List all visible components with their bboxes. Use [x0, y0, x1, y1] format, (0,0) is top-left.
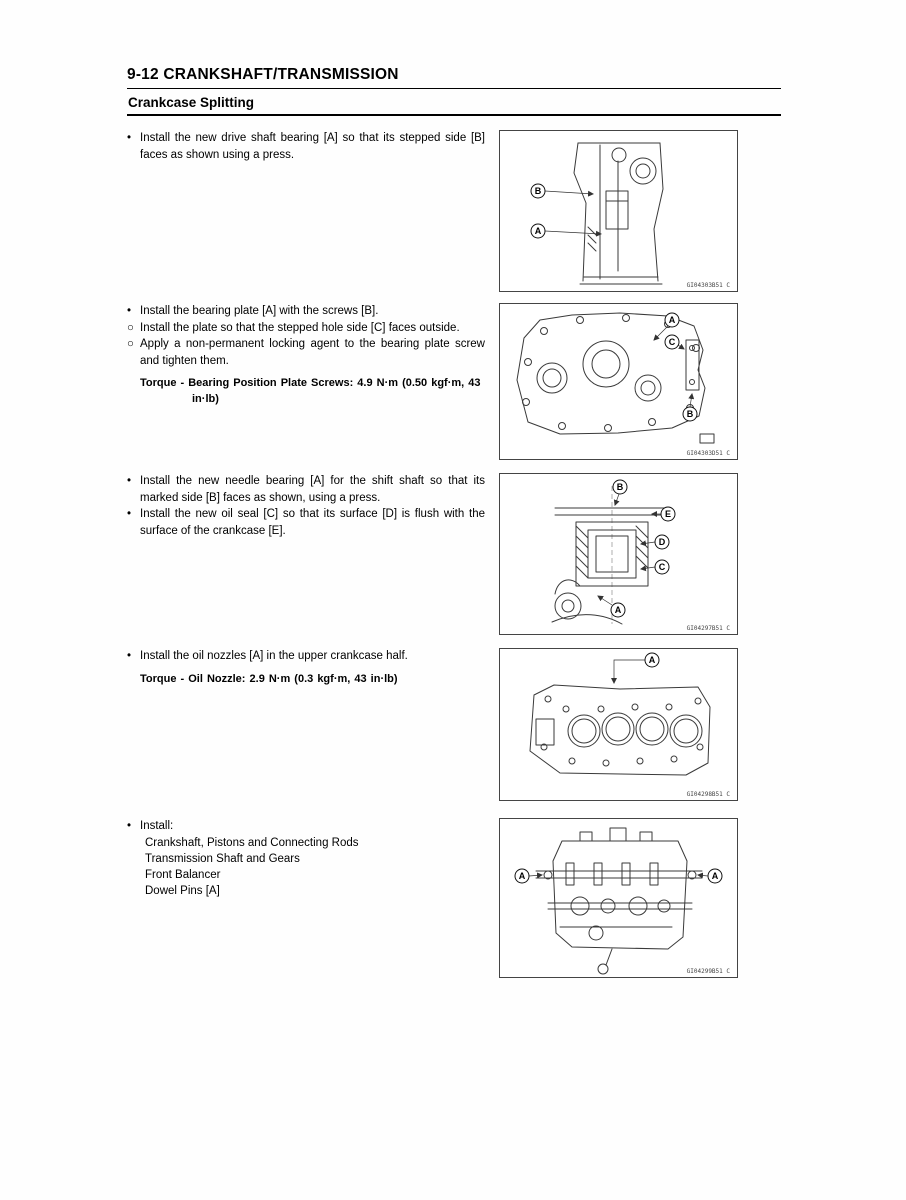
callout-letter: A: [518, 871, 526, 881]
bullet-marker: •: [127, 132, 132, 144]
bullet-marker: •: [127, 650, 132, 662]
install-item: Crankshaft, Pistons and Connecting Rods: [145, 836, 359, 849]
figure-1-labels: [531, 184, 545, 238]
instruction-text: Install the bearing plate [A] with the screws [B].: [140, 305, 379, 317]
instruction-text: Install the new oil seal [C] so that its surface [D] is flush with the surface of the crankcase [E].: [140, 508, 485, 537]
figure-code: GI04303B51 C: [686, 282, 730, 289]
section-divider: [127, 114, 781, 116]
bullet-marker: ○: [127, 321, 134, 334]
figure-code: GI04297B51 C: [686, 625, 730, 632]
needle-bearing-oil-seal-drawing: [552, 508, 670, 624]
step-2-text: [127, 303, 485, 407]
figure-4-sketch: [500, 649, 737, 800]
install-items-list: [145, 835, 485, 899]
figure-4-frame: [499, 648, 738, 801]
upper-crankcase-drawing: [530, 685, 710, 775]
figure-5-sketch: [500, 819, 737, 977]
callout-letter: C: [658, 562, 666, 572]
bearing-plate-drawing: [517, 313, 714, 443]
manual-page: [127, 66, 781, 978]
page-title: 9-12 CRANKSHAFT/TRANSMISSION: [127, 66, 399, 83]
instruction-bullet: [127, 320, 485, 337]
figure-4-labels: [645, 653, 659, 667]
instruction-text: Install the oil nozzles [A] in the upper crankcase half.: [140, 650, 408, 662]
bullet-marker: •: [127, 475, 132, 487]
figure-5-frame: [499, 818, 738, 978]
figure-3-sketch: [500, 474, 737, 634]
figure-code: GI04298B51 C: [686, 791, 730, 798]
callout-letter: A: [648, 655, 656, 665]
figure-5: [499, 818, 738, 978]
step-4-text: [127, 648, 485, 687]
step-3-text: [127, 473, 485, 539]
install-item: Dowel Pins [A]: [145, 884, 220, 897]
figure-4-leader-lines: [614, 660, 645, 683]
torque-spec: Torque - Bearing Position Plate Screws: 4.9 N·m (0.50 kgf·m, 43 in·lb): [140, 377, 481, 405]
step-row-5: [127, 818, 781, 978]
step-row-4: [127, 648, 781, 801]
callout-letter: D: [658, 537, 666, 547]
torque-spec: Torque - Oil Nozzle: 2.9 N·m (0.3 kgf·m, 43 in·lb): [140, 672, 398, 685]
instruction-bullet: [127, 818, 485, 835]
bullet-marker: •: [127, 820, 132, 832]
bullet-marker: •: [127, 305, 132, 317]
instruction-bullet: [127, 303, 485, 320]
figure-3-frame: [499, 473, 738, 635]
figure-3-leader-lines: [598, 494, 661, 605]
callout-letter: E: [664, 509, 672, 519]
callout-letter: B: [616, 482, 624, 492]
instruction-text: Install the new drive shaft bearing [A] so that its stepped side [B] faces as shown using a press.: [140, 132, 485, 161]
figure-1-leader-lines: [545, 191, 601, 234]
figure-1: [499, 130, 738, 292]
callout-letter: A: [711, 871, 719, 881]
figure-3-labels: [611, 480, 675, 617]
callout-letter: A: [614, 605, 622, 615]
install-item: Transmission Shaft and Gears: [145, 852, 300, 865]
bullet-marker: ○: [127, 338, 134, 350]
instruction-bullet: [127, 130, 485, 163]
figure-4: [499, 648, 738, 801]
instruction-bullet: [127, 336, 485, 369]
step-row-2: [127, 303, 781, 460]
step-1-text: [127, 130, 485, 163]
callout-letter: B: [686, 409, 694, 419]
instruction-bullet: [127, 506, 485, 539]
instruction-text: Install the new needle bearing [A] for the shift shaft so that its marked side [B] faces as shown, using a press.: [140, 475, 485, 504]
section-title: Crankcase Splitting: [128, 95, 255, 110]
instruction-bullet: [127, 648, 485, 665]
callout-letter: C: [668, 337, 676, 347]
instruction-text: Install:: [140, 820, 174, 832]
callout-letter: A: [534, 226, 542, 236]
figure-2-sketch: [500, 304, 737, 459]
header-divider: [127, 88, 781, 89]
figure-3: [499, 473, 738, 635]
figure-code: GI04299B51 C: [686, 968, 730, 975]
bullet-marker: •: [127, 508, 132, 520]
figure-2: [499, 303, 738, 460]
instruction-text: Install the plate so that the stepped hole side [C] faces outside.: [140, 321, 460, 334]
instruction-bullet: [127, 473, 485, 506]
figure-1-sketch: [500, 131, 737, 291]
instruction-text: Apply a non-permanent locking agent to the bearing plate screw and tighten them.: [140, 338, 485, 367]
figure-1-frame: [499, 130, 738, 292]
step-5-text: [127, 818, 485, 899]
callout-letter: B: [534, 186, 542, 196]
drive-shaft-bearing-drawing: [574, 143, 663, 284]
figure-5-leader-lines: [529, 875, 708, 876]
install-item: Front Balancer: [145, 868, 221, 881]
step-row-3: [127, 473, 781, 635]
figure-code: GI04303D51 C: [686, 450, 730, 457]
figure-2-frame: [499, 303, 738, 460]
crankcase-internals-drawing: [536, 828, 702, 974]
callout-letter: A: [668, 315, 676, 325]
step-row-1: [127, 130, 781, 292]
